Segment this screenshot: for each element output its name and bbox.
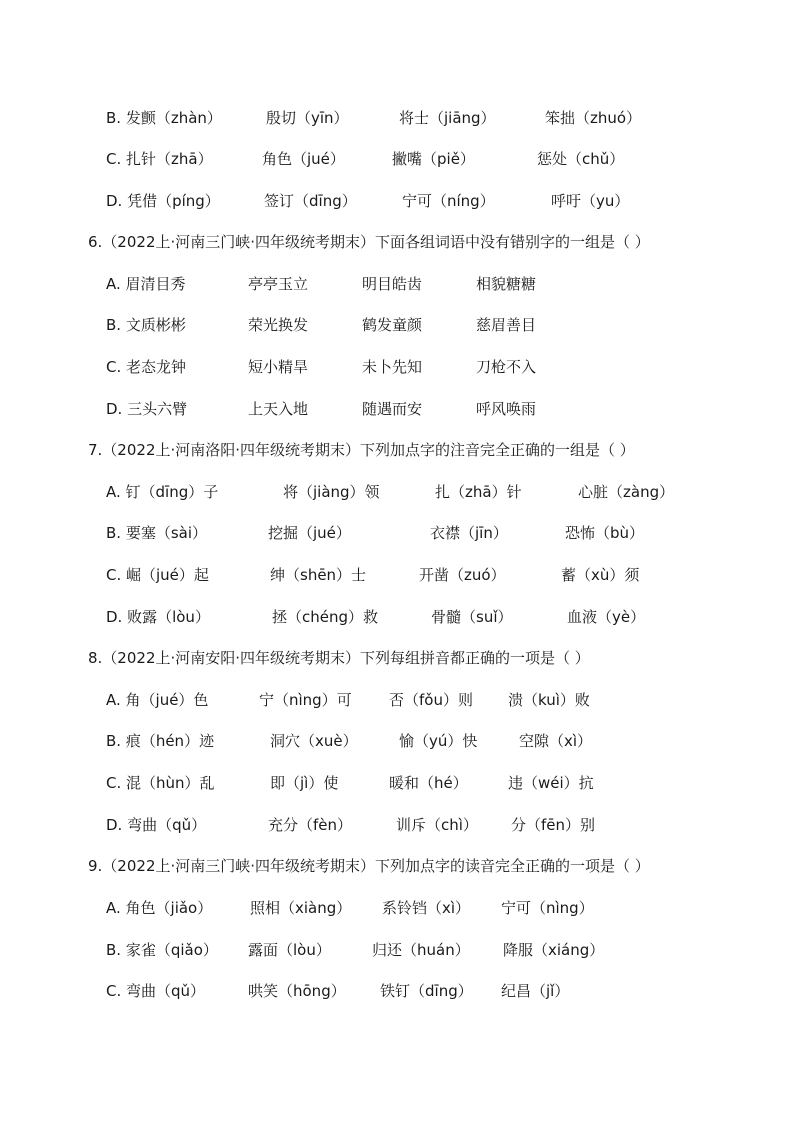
option-cell: D. 弯曲（qǔ） (106, 816, 207, 834)
option-cell: D. 凭借（píng） (106, 192, 220, 210)
option-cell: 即（jì）使 (270, 774, 339, 792)
option-line (0, 896, 794, 920)
option-cell: 签订（dīng） (264, 192, 357, 210)
option-cell: B. 家雀（qiǎo） (106, 941, 218, 959)
option-cell: 挖掘（jué） (268, 524, 351, 542)
option-line (0, 147, 794, 171)
option-cell: B. 要塞（sài） (106, 524, 208, 542)
option-cell: 宁（nìng）可 (259, 691, 352, 709)
question-text: 6.（2022上·河南三门峡·四年级统考期末）下面各组词语中没有错别字的一组是（ ） (88, 233, 650, 251)
option-cell: A. 眉清目秀 (106, 275, 186, 293)
option-cell: 违（wéi）抗 (508, 774, 594, 792)
question-stem (0, 438, 794, 462)
option-cell: 衣襟（jīn） (430, 524, 508, 542)
option-line (0, 563, 794, 587)
option-cell: 分（fēn）别 (511, 816, 596, 834)
option-cell: 骨髓（suǐ） (431, 608, 513, 626)
option-cell: B. 文质彬彬 (106, 316, 186, 334)
option-cell: 哄笑（hōng） (248, 982, 346, 1000)
option-cell: 亭亭玉立 (248, 275, 309, 293)
option-cell: 蓄（xù）须 (561, 566, 640, 584)
option-line (0, 272, 794, 296)
option-cell: 刀枪不入 (476, 358, 537, 376)
option-cell: 笨拙（zhuó） (545, 109, 642, 127)
option-cell: 将士（jiāng） (399, 109, 496, 127)
option-cell: 明目皓齿 (362, 275, 423, 293)
option-line (0, 521, 794, 545)
option-cell: 宁可（nìng） (501, 899, 594, 917)
option-cell: 归还（huán） (372, 941, 470, 959)
option-cell: 降服（xiáng） (503, 941, 605, 959)
option-line (0, 106, 794, 130)
option-cell: 撇嘴（piě） (392, 150, 475, 168)
option-cell: C. 扎针（zhā） (106, 150, 213, 168)
option-cell: 将（jiàng）领 (283, 483, 380, 501)
option-cell: C. 混（hùn）乱 (106, 774, 215, 792)
option-cell: 纪昌（jǐ） (501, 982, 570, 1000)
option-cell: 慈眉善目 (476, 316, 537, 334)
option-cell: 宁可（níng） (402, 192, 495, 210)
option-line (0, 313, 794, 337)
question-stem (0, 854, 794, 878)
option-cell: 惩处（chǔ） (537, 150, 625, 168)
option-cell: 系铃铛（xì） (382, 899, 471, 917)
option-line (0, 480, 794, 504)
option-cell: 绅（shēn）士 (270, 566, 367, 584)
option-cell: 愉（yú）快 (399, 732, 478, 750)
option-cell: 溃（kuì）败 (508, 691, 590, 709)
option-cell: B. 发颤（zhàn） (106, 109, 222, 127)
option-cell: 训斥（chì） (396, 816, 478, 834)
option-cell: 上天入地 (248, 400, 309, 418)
option-line (0, 813, 794, 837)
option-cell: B. 痕（hén）迹 (106, 732, 215, 750)
option-cell: 心脏（zàng） (578, 483, 675, 501)
option-cell: A. 角色（jiǎo） (106, 899, 213, 917)
option-cell: 扎（zhā）针 (435, 483, 522, 501)
question-text: 9.（2022上·河南三门峡·四年级统考期末）下列加点字的读音完全正确的一项是（ ） (88, 857, 650, 875)
option-cell: 否（fǒu）则 (389, 691, 473, 709)
option-line (0, 605, 794, 629)
option-cell: D. 败露（lòu） (106, 608, 210, 626)
option-line (0, 397, 794, 421)
option-cell: A. 角（jué）色 (106, 691, 209, 709)
option-line (0, 938, 794, 962)
option-cell: C. 弯曲（qǔ） (106, 982, 206, 1000)
option-cell: 呼吁（yu） (551, 192, 630, 210)
option-line (0, 688, 794, 712)
option-cell: 殷切（yīn） (266, 109, 349, 127)
option-cell: 短小精旱 (248, 358, 309, 376)
option-cell: 拯（chéng）救 (272, 608, 379, 626)
option-cell: 角色（jué） (262, 150, 345, 168)
option-cell: 血液（yè） (567, 608, 646, 626)
option-cell: 未卜先知 (362, 358, 423, 376)
option-cell: 呼风唤雨 (476, 400, 537, 418)
option-cell: 充分（fèn） (268, 816, 353, 834)
option-cell: 随遇而安 (362, 400, 423, 418)
option-cell: 铁钉（dīng） (380, 982, 473, 1000)
option-line (0, 729, 794, 753)
question-text: 7.（2022上·河南洛阳·四年级统考期末）下列加点字的注音完全正确的一组是（ ） (88, 441, 635, 459)
option-cell: 暖和（hé） (389, 774, 468, 792)
option-cell: D. 三头六臂 (106, 400, 188, 418)
option-cell: C. 老态龙钟 (106, 358, 187, 376)
option-line (0, 771, 794, 795)
option-cell: 洞穴（xuè） (270, 732, 358, 750)
option-cell: 恐怖（bù） (565, 524, 645, 542)
question-stem (0, 230, 794, 254)
question-text: 8.（2022上·河南安阳·四年级统考期末）下列每组拼音都正确的一项是（ ） (88, 649, 590, 667)
option-line (0, 355, 794, 379)
option-cell: 鹤发童颜 (362, 316, 423, 334)
option-cell: 相貌糖糖 (476, 275, 537, 293)
option-cell: 空隙（xì） (519, 732, 593, 750)
option-cell: 照相（xiàng） (250, 899, 352, 917)
option-cell: 开凿（zuó） (419, 566, 506, 584)
option-line (0, 979, 794, 1003)
option-cell: 荣光换发 (248, 316, 309, 334)
option-cell: 露面（lòu） (248, 941, 331, 959)
option-line (0, 189, 794, 213)
question-stem (0, 646, 794, 670)
option-cell: A. 钉（dīng）子 (106, 483, 219, 501)
option-cell: C. 崛（jué）起 (106, 566, 209, 584)
